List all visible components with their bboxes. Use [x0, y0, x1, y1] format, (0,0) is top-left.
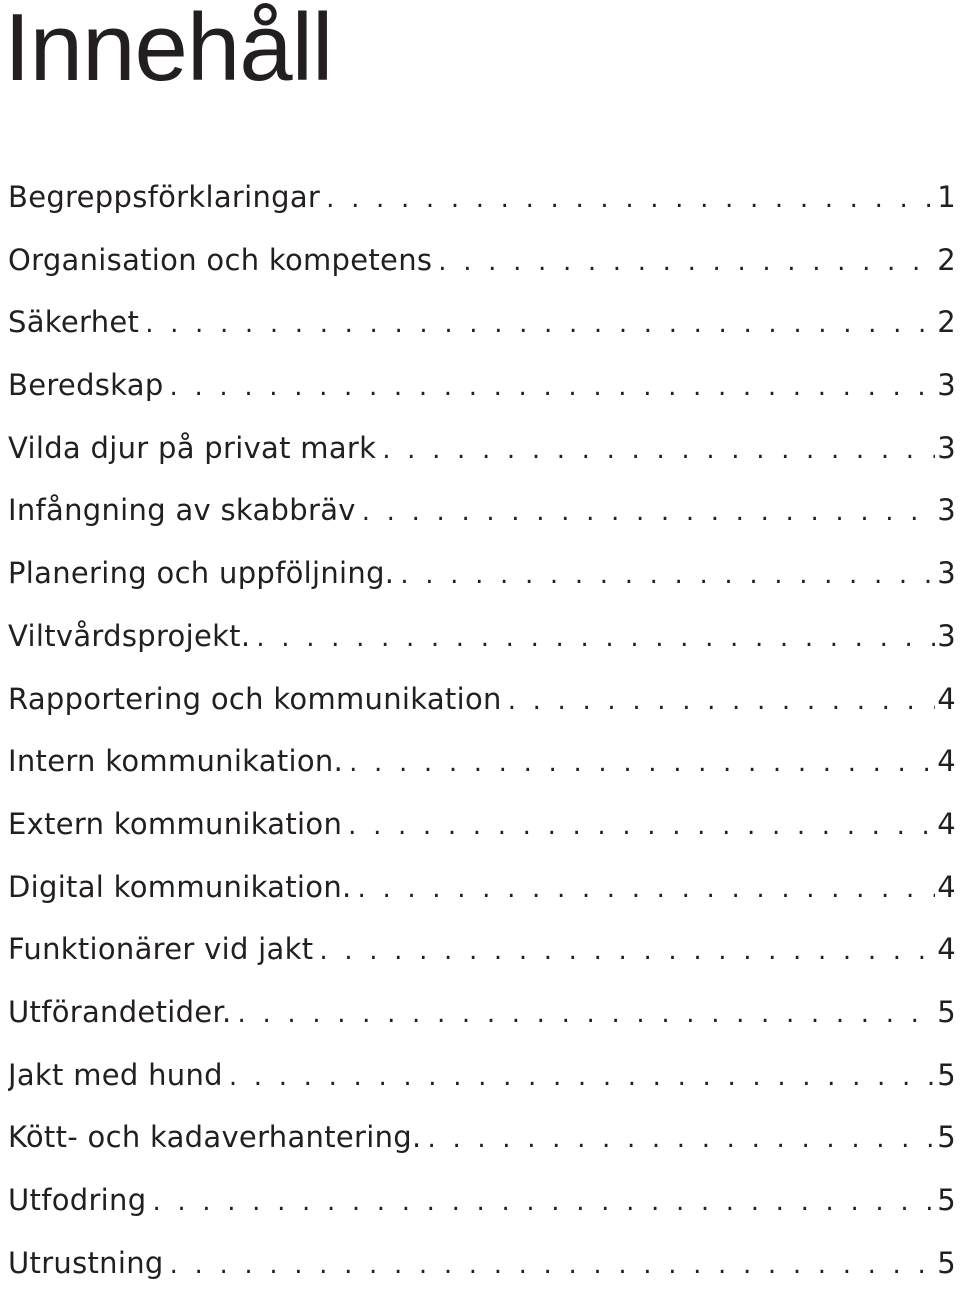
- toc-entry[interactable]: [8, 605, 956, 668]
- toc-entry-label: Kött- och kadaverhantering.: [8, 1120, 422, 1155]
- toc-dot-leader: [400, 544, 935, 605]
- toc-entry-page-number: 5: [937, 1120, 956, 1155]
- toc-entry-page-number: 4: [937, 681, 956, 716]
- toc-entry-label: Organisation och kompetens: [8, 242, 433, 277]
- toc-entry[interactable]: [8, 229, 956, 292]
- toc-entry-page-number: 3: [937, 493, 956, 528]
- toc-entry-label: Extern kommunikation: [8, 806, 343, 841]
- toc-entry-label: Beredskap: [8, 368, 164, 403]
- toc-entry[interactable]: [8, 417, 956, 480]
- toc-entry-label: Vilda djur på privat mark: [8, 430, 377, 465]
- toc-entry-page-number: 4: [937, 932, 956, 967]
- toc-dot-leader: [170, 356, 936, 417]
- toc-dot-leader: [428, 1108, 936, 1169]
- toc-entry[interactable]: [8, 1106, 956, 1169]
- toc-entry-page-number: 3: [937, 618, 956, 653]
- toc-dot-leader: [229, 1046, 935, 1107]
- toc-entry[interactable]: [8, 730, 956, 793]
- toc-entry[interactable]: [8, 856, 956, 919]
- toc-entry-page-number: 3: [937, 430, 956, 465]
- toc-entry-label: Infångning av skabbräv: [8, 493, 356, 528]
- toc-dot-leader: [508, 670, 936, 731]
- toc-dot-leader: [256, 607, 935, 668]
- toc-entry-page-number: 4: [937, 869, 956, 904]
- toc-entry-page-number: 5: [937, 1183, 956, 1217]
- toc-entry-label: Utfodring: [8, 1183, 147, 1217]
- toc-entry-page-number: 1: [937, 180, 956, 214]
- toc-entry-page-number: 4: [937, 744, 956, 779]
- toc-entry[interactable]: [8, 918, 956, 981]
- toc-dot-leader: [349, 732, 935, 793]
- toc-dot-leader: [358, 858, 936, 919]
- toc-entry[interactable]: [8, 668, 956, 731]
- toc-entry[interactable]: [8, 479, 956, 542]
- table-of-contents: [8, 166, 956, 1294]
- toc-entry-label: Viltvårdsprojekt.: [8, 618, 251, 653]
- toc-dot-leader: [348, 795, 935, 856]
- toc-entry-label: Begreppsförklaringar: [8, 180, 321, 214]
- toc-entry[interactable]: [8, 291, 956, 354]
- toc-entry-label: Säkerhet: [8, 305, 140, 340]
- toc-entry-label: Jakt med hund: [8, 1057, 223, 1092]
- toc-dot-leader: [145, 293, 935, 354]
- toc-entry-page-number: 3: [937, 556, 956, 591]
- toc-entry[interactable]: [8, 354, 956, 417]
- toc-entry-page-number: 2: [937, 242, 956, 277]
- toc-entry[interactable]: [8, 1169, 956, 1232]
- toc-entry-page-number: 5: [937, 1245, 956, 1280]
- toc-dot-leader: [438, 231, 935, 292]
- toc-dot-leader: [170, 1234, 936, 1294]
- toc-entry-page-number: 5: [937, 994, 956, 1029]
- toc-entry[interactable]: [8, 981, 956, 1044]
- toc-entry[interactable]: [8, 166, 956, 229]
- toc-entry-label: Rapportering och kommunikation: [8, 681, 502, 716]
- toc-entry-page-number: 5: [937, 1057, 956, 1092]
- toc-entry-label: Intern kommunikation.: [8, 744, 344, 779]
- toc-dot-leader: [319, 920, 935, 981]
- toc-dot-leader: [238, 983, 936, 1044]
- toc-dot-leader: [362, 481, 936, 542]
- toc-dot-leader: [326, 168, 935, 229]
- toc-dot-leader: [152, 1171, 935, 1232]
- toc-entry[interactable]: [8, 542, 956, 605]
- toc-entry-label: Utrustning: [8, 1245, 164, 1280]
- toc-entry-label: Funktionärer vid jakt: [8, 932, 314, 967]
- toc-entry[interactable]: [8, 1044, 956, 1107]
- toc-entry-page-number: 3: [937, 368, 956, 403]
- toc-entry[interactable]: [8, 1232, 956, 1294]
- toc-entry-label: Digital kommunikation.: [8, 869, 352, 904]
- toc-dot-leader: [382, 419, 935, 480]
- toc-entry-page-number: 2: [937, 305, 956, 340]
- toc-entry-label: Utförandetider.: [8, 994, 232, 1029]
- toc-entry-page-number: 4: [937, 806, 956, 841]
- toc-entry[interactable]: [8, 793, 956, 856]
- toc-entry-label: Planering och uppföljning.: [8, 556, 395, 591]
- page-title: Innehåll: [4, 0, 333, 101]
